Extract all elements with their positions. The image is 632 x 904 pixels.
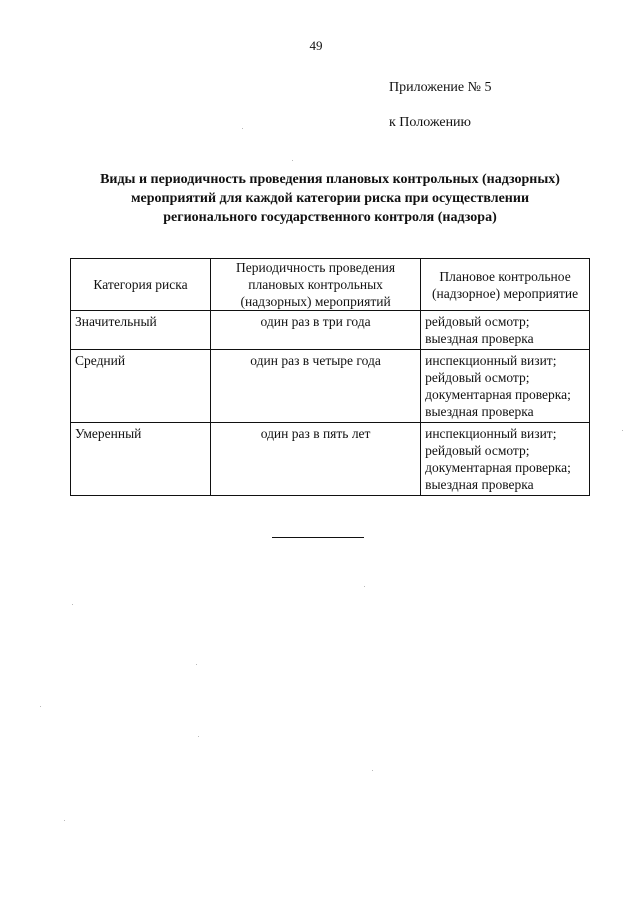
measure-item: рейдовый осмотр; — [425, 443, 530, 458]
page-number: 49 — [309, 38, 323, 53]
measure-item: выездная проверка — [425, 331, 534, 346]
scan-speck — [198, 736, 199, 737]
scan-speck — [292, 160, 293, 161]
scan-speck — [196, 664, 197, 665]
title-line: Виды и периодичность проведения плановых контрольных (надзорных) — [100, 172, 560, 187]
scan-speck — [64, 820, 65, 821]
scan-speck — [40, 706, 41, 707]
header-risk-category: Категория риска — [71, 259, 211, 311]
scan-speck — [622, 430, 623, 431]
measure-item: выездная проверка — [425, 477, 534, 492]
scan-speck — [242, 128, 243, 129]
measure-item: рейдовый осмотр; — [425, 314, 530, 329]
table-header-row — [71, 259, 590, 311]
periodicity-cell: один раз в три года — [211, 311, 421, 350]
scan-speck — [372, 770, 373, 771]
measures-cell — [421, 311, 590, 350]
risk-category-cell: Средний — [71, 350, 211, 423]
title-line: регионального государственного контроля (надзора) — [163, 210, 497, 225]
end-separator-line — [272, 537, 364, 538]
risk-category-cell: Умеренный — [71, 423, 211, 496]
periodicity-cell: один раз в четыре года — [211, 350, 421, 423]
header-measure: Плановое контрольное (надзорное) мероприятие — [421, 259, 590, 311]
table-row — [71, 350, 590, 423]
title-line: мероприятий для каждой категории риска при осуществлении — [130, 191, 530, 206]
measure-item: инспекционный визит; — [425, 353, 557, 368]
measure-item: рейдовый осмотр; — [425, 370, 530, 385]
appendix-reference: к Положению — [389, 115, 472, 130]
risk-category-cell: Значительный — [71, 311, 211, 350]
measures-cell — [421, 423, 590, 496]
measure-item: документарная проверка; — [425, 460, 571, 475]
appendix-number: Приложение № 5 — [389, 80, 492, 95]
header-periodicity: Периодичность проведения плановых контрольных (надзорных) мероприятий — [211, 259, 421, 311]
measure-item: инспекционный визит; — [425, 426, 557, 441]
scan-speck — [364, 586, 365, 587]
document-title — [40, 170, 620, 227]
scan-speck — [72, 604, 73, 605]
table-row — [71, 311, 590, 350]
risk-categories-table — [70, 258, 590, 496]
table-row — [71, 423, 590, 496]
periodicity-cell: один раз в пять лет — [211, 423, 421, 496]
measure-item: документарная проверка; — [425, 387, 571, 402]
measure-item: выездная проверка — [425, 404, 534, 419]
measures-cell — [421, 350, 590, 423]
